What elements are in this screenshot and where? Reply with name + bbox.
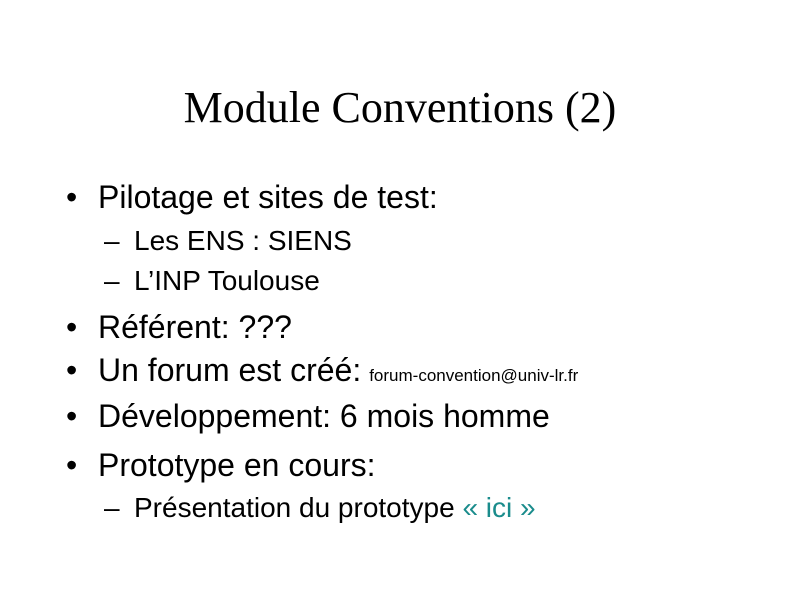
bullet-icon: • — [66, 447, 78, 483]
bullet-item-forum — [66, 351, 578, 395]
bullet-text: Prototype en cours: — [98, 447, 376, 483]
bullet-text: Référent: ??? — [98, 309, 292, 345]
bullet-item-dev — [66, 397, 550, 435]
ici-link[interactable]: « ici » — [462, 492, 536, 523]
dash-icon: – — [104, 225, 120, 256]
sub-item-text: Les ENS : SIENS — [134, 225, 352, 256]
bullet-icon: • — [66, 398, 78, 434]
bullet-icon: • — [66, 309, 78, 345]
sub-item-ens — [104, 224, 352, 258]
sub-item-presentation — [104, 491, 536, 525]
dash-icon: – — [104, 265, 120, 296]
bullet-item-referent — [66, 308, 292, 346]
bullet-icon: • — [66, 352, 78, 388]
forum-email-link[interactable]: forum-convention@univ-lr.fr — [369, 366, 579, 385]
sub-item-text: Présentation du prototype — [134, 492, 455, 523]
bullet-icon: • — [66, 179, 78, 215]
bullet-text: Pilotage et sites de test: — [98, 179, 438, 215]
sub-item-inp — [104, 264, 320, 298]
bullet-item-proto — [66, 446, 375, 484]
bullet-text: Développement: 6 mois homme — [98, 398, 550, 434]
dash-icon: – — [104, 492, 120, 523]
bullet-text: Un forum est créé: — [98, 352, 362, 388]
bullet-item-pilotage — [66, 178, 438, 216]
slide-title: Module Conventions (2) — [183, 83, 617, 132]
sub-item-text: L’INP Toulouse — [134, 265, 320, 296]
